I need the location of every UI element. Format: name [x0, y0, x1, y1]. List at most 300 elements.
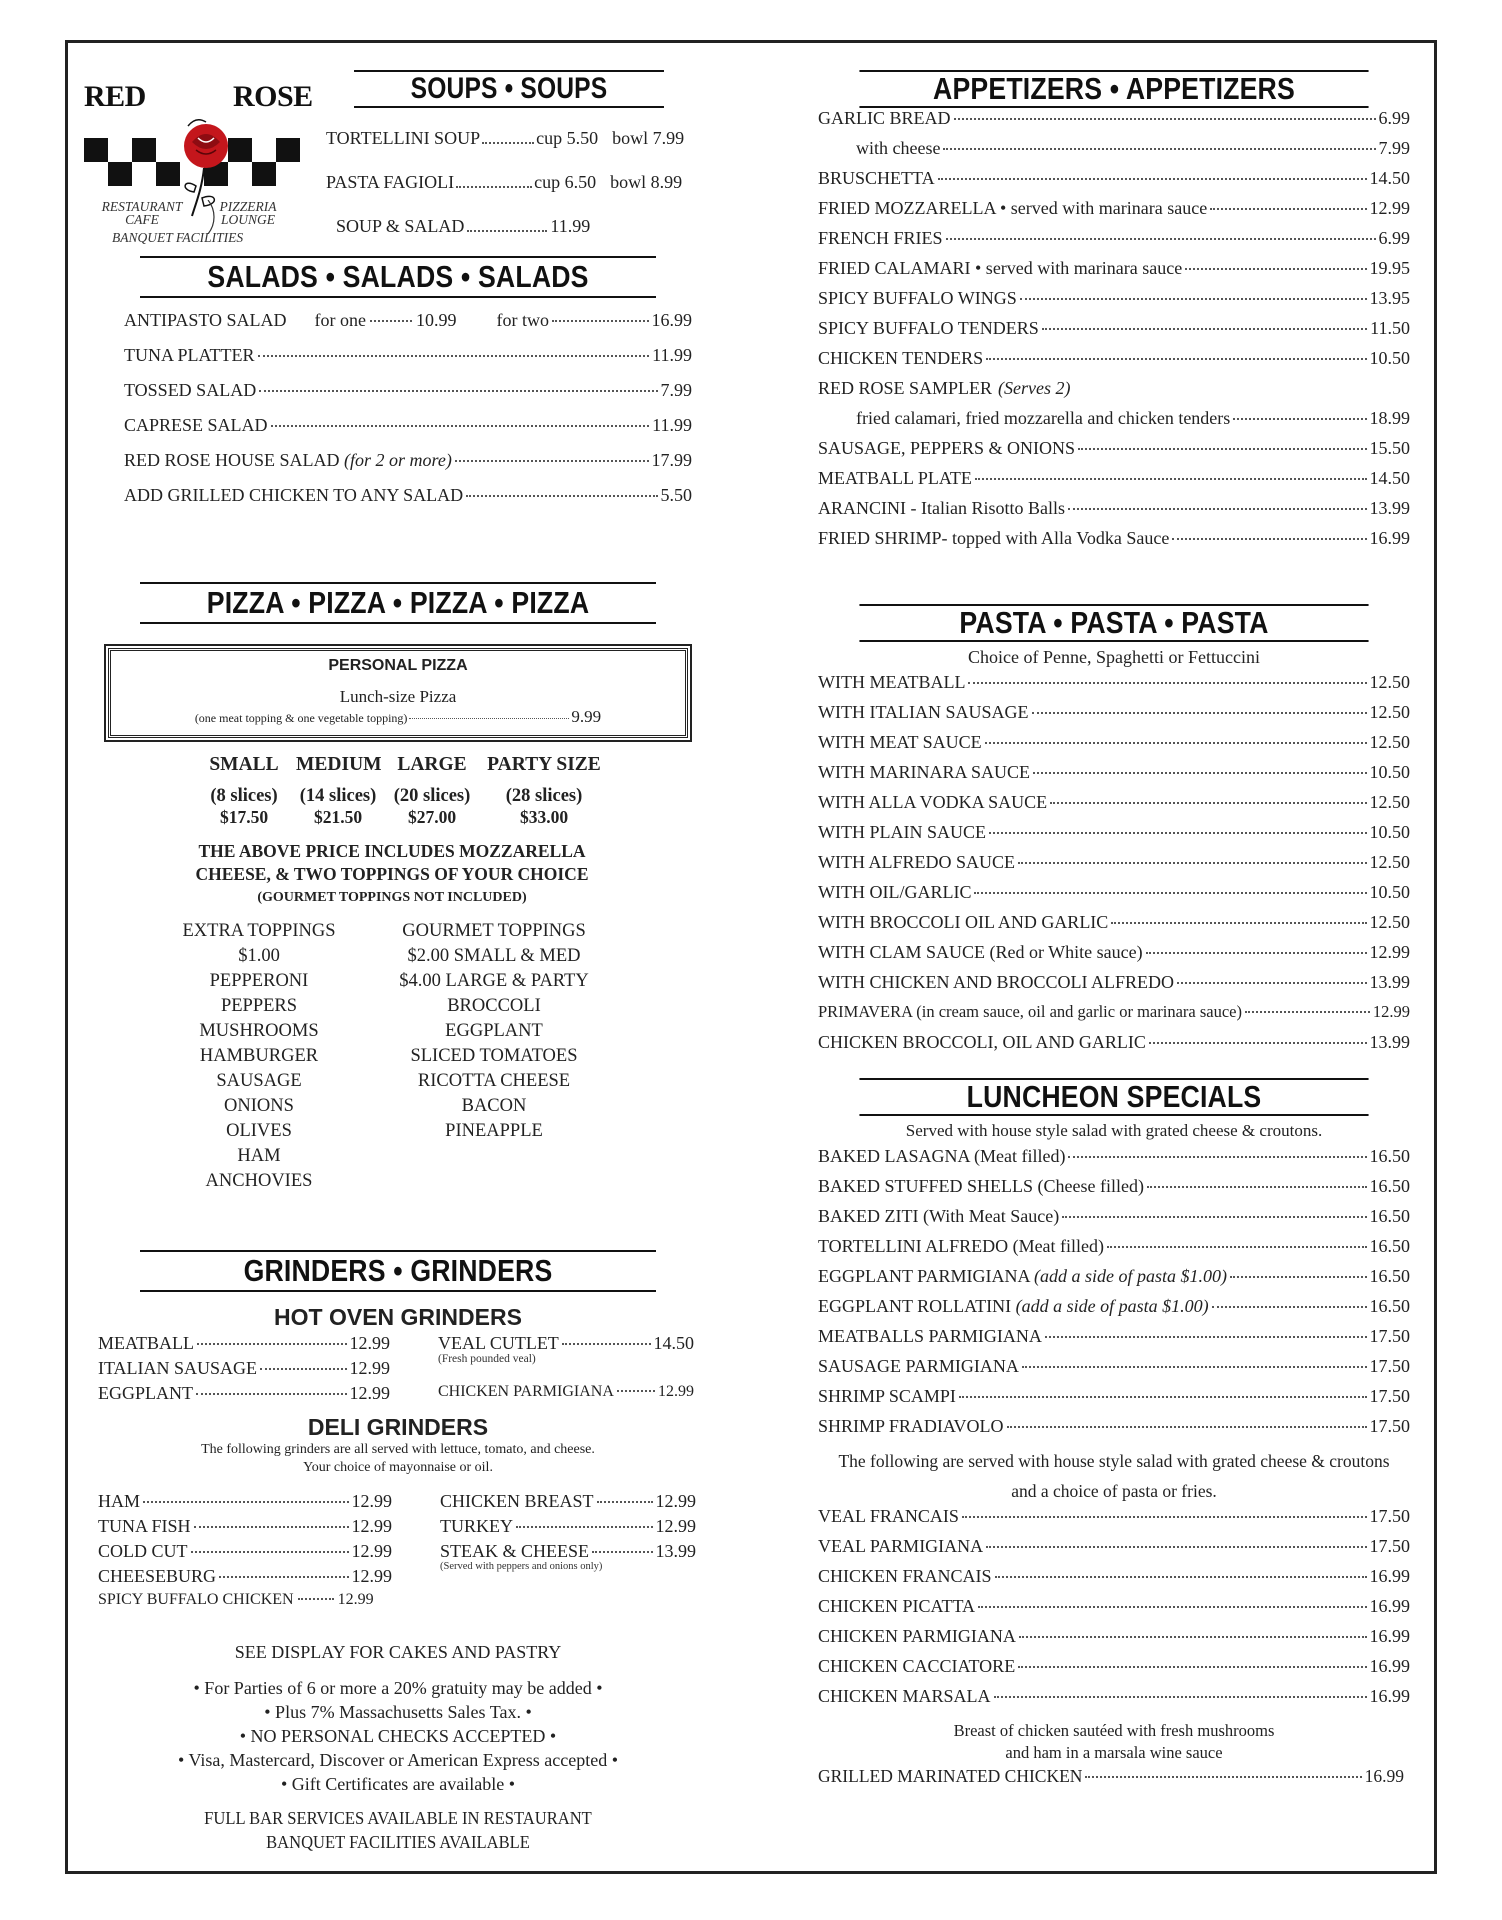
soup-name: PASTA FAGIOLI	[326, 171, 455, 192]
policy-line: • For Parties of 6 or more a 20% gratuity may be added •	[193, 1678, 603, 1698]
gourmet-topping: BACON	[461, 1096, 527, 1116]
luncheon-dots	[978, 1606, 1366, 1608]
soup-cup-price: cup 6.50	[534, 171, 597, 192]
luncheon-name-text: EGGPLANT PARMIGIANA	[818, 1266, 1030, 1286]
grinder-price: 12.99	[655, 1516, 696, 1536]
hot-grinders-list	[98, 1333, 698, 1408]
luncheon-name: BAKED ZITI (With Meat Sauce)	[818, 1206, 1060, 1226]
appetizer-name: BRUSCHETTA	[818, 168, 935, 188]
cakes-display-note: SEE DISPLAY FOR CAKES AND PASTRY	[234, 1642, 562, 1662]
luncheon-dots	[994, 1696, 1367, 1698]
luncheon-name: MEATBALLS PARMIGIANA	[818, 1326, 1042, 1346]
tagline-lounge: LOUNGE	[220, 212, 275, 227]
pasta-dots	[985, 742, 1367, 744]
luncheon-name: BAKED STUFFED SHELLS (Cheese filled)	[818, 1176, 1144, 1196]
luncheon-name: VEAL PARMIGIANA	[818, 1536, 984, 1556]
salad-name	[124, 450, 452, 471]
soup-salad-row	[326, 204, 698, 248]
policy-line: • NO PERSONAL CHECKS ACCEPTED •	[239, 1726, 557, 1746]
luncheon-row	[818, 1386, 1410, 1416]
luncheon-price: 16.99	[1369, 1656, 1410, 1676]
grinder-price: 12.99	[337, 1591, 374, 1608]
appetizers-section	[818, 70, 1410, 558]
pasta-price: 13.99	[1369, 1032, 1410, 1052]
grinders-heading: GRINDERS • GRINDERS	[140, 1250, 656, 1292]
luncheon-price: 17.50	[1369, 1506, 1410, 1526]
appetizer-dots	[946, 238, 1376, 240]
gourmet-topping: $4.00 LARGE & PARTY	[399, 971, 589, 991]
grinder-dots	[597, 1501, 653, 1503]
soup-bowl-price: bowl 8.99	[610, 171, 683, 192]
luncheon-dots	[1085, 1776, 1361, 1778]
salad-price: 5.50	[660, 485, 692, 505]
personal-pizza-price: 9.99	[571, 707, 602, 726]
grinder-name: COLD CUT	[98, 1541, 188, 1561]
antipasto-name: ANTIPASTO SALAD	[124, 310, 287, 330]
grinder-price: 12.99	[655, 1491, 696, 1511]
marsala-note	[818, 1720, 1410, 1764]
appetizer-name: FRIED CALAMARI • served with marinara sauce	[818, 258, 1183, 278]
appetizer-dots	[938, 178, 1367, 180]
salad-dots	[271, 425, 650, 427]
antipasto-row	[124, 310, 692, 345]
grinder-price: 14.50	[653, 1333, 694, 1353]
salad-dots	[259, 390, 657, 392]
extra-topping: HAM	[237, 1146, 281, 1166]
soups-heading: SOUPS • SOUPS	[354, 70, 664, 108]
soup-row	[326, 116, 698, 160]
salad-name-text: RED ROSE HOUSE SALAD	[124, 450, 340, 470]
policy-line: • Gift Certificates are available •	[281, 1774, 515, 1794]
antipasto-dots	[552, 320, 648, 322]
appetizer-dots	[975, 478, 1367, 480]
pasta-row	[818, 1002, 1410, 1032]
appetizer-dots	[1233, 418, 1366, 420]
pasta-dots	[989, 832, 1367, 834]
size-slices: (20 slices)	[393, 786, 471, 806]
luncheon-heading: LUNCHEON SPECIALS	[859, 1078, 1368, 1116]
pasta-price: 12.99	[1369, 942, 1410, 962]
appetizer-dots	[986, 358, 1366, 360]
luncheon-name: SAUSAGE PARMIGIANA	[818, 1356, 1019, 1376]
size-label: SMALL	[209, 754, 279, 775]
deli-grinders-left	[98, 1491, 392, 1616]
gourmet-topping: RICOTTA CHEESE	[417, 1071, 571, 1091]
luncheon-price: 16.50	[1369, 1296, 1410, 1316]
pasta-dots	[974, 892, 1366, 894]
toppings-lists	[70, 919, 698, 1194]
luncheon-dots	[1019, 1636, 1367, 1638]
grinder-name: CHICKEN PARMIGIANA	[438, 1383, 614, 1400]
grinder-dots	[197, 1343, 347, 1345]
luncheon-price: 16.99	[1369, 1686, 1410, 1706]
luncheon-price: 16.99	[1369, 1626, 1410, 1646]
grinder-dots	[260, 1368, 346, 1370]
antipasto-one-label: for one	[314, 310, 367, 330]
antipasto-two-label: for two	[496, 310, 550, 330]
grinder-name: SPICY BUFFALO CHICKEN	[98, 1591, 294, 1608]
appetizer-row	[818, 468, 1410, 498]
extra-topping: ONIONS	[224, 1096, 294, 1116]
pasta-price: 12.50	[1369, 912, 1410, 932]
luncheon-price: 17.50	[1369, 1356, 1410, 1376]
appetizer-dots	[1020, 298, 1367, 300]
gourmet-topping: EGGPLANT	[445, 1021, 543, 1041]
pasta-name: WITH MARINARA SAUCE	[818, 762, 1031, 782]
sampler-detail: fried calamari, fried mozzarella and chicken tenders	[856, 408, 1231, 428]
deli-grinders-list	[98, 1491, 698, 1616]
luncheon-price: 17.50	[1369, 1386, 1410, 1406]
luncheon-row	[818, 1596, 1410, 1626]
pasta-price: 12.50	[1369, 852, 1410, 872]
tagline-banquet: BANQUET FACILITIES	[112, 230, 244, 245]
extra-topping: PEPPERONI	[209, 971, 309, 991]
luncheon-name: GRILLED MARINATED CHICKEN	[818, 1766, 1083, 1786]
soups-list	[320, 116, 698, 248]
grinders-section	[98, 1250, 698, 1616]
personal-pizza-dots	[409, 718, 569, 719]
includes-line2: CHEESE, & TWO TOPPINGS OF YOUR CHOICE	[195, 864, 589, 884]
appetizer-price: 15.50	[1369, 438, 1410, 458]
appetizer-name: SPICY BUFFALO WINGS	[818, 288, 1017, 308]
appetizer-row	[818, 348, 1410, 378]
extra-topping: PEPPERS	[220, 996, 298, 1016]
tagline-cafe: CAFE	[125, 212, 159, 227]
grinder-row	[440, 1491, 696, 1516]
luncheon-price: 16.50	[1369, 1206, 1410, 1226]
extra-topping: $1.00	[238, 946, 280, 966]
appetizer-dots	[954, 118, 1376, 120]
luncheon-name: CHICKEN PARMIGIANA	[818, 1626, 1016, 1646]
appetizer-name: with cheese	[856, 138, 941, 158]
pasta-dots	[1018, 862, 1367, 864]
appetizer-row	[818, 528, 1410, 558]
pasta-name: WITH OIL/GARLIC	[818, 882, 972, 902]
salad-note: (for 2 or more)	[344, 450, 452, 470]
luncheon-list	[818, 1146, 1410, 1446]
appetizer-row	[818, 198, 1410, 228]
appetizer-dots	[1078, 448, 1366, 450]
gourmet-topping: SLICED TOMATOES	[410, 1046, 578, 1066]
luncheon-price: 16.50	[1369, 1176, 1410, 1196]
salad-row	[124, 415, 692, 450]
appetizer-name: FRIED SHRIMP- topped with Alla Vodka Sauce	[818, 528, 1170, 548]
appetizer-price: 19.95	[1369, 258, 1410, 278]
size-label: MEDIUM	[296, 754, 382, 775]
grinder-name: STEAK & CHEESE	[440, 1541, 590, 1561]
luncheon-dots	[1147, 1186, 1367, 1188]
grinder-row	[98, 1358, 390, 1383]
luncheon-row	[818, 1146, 1410, 1176]
luncheon-dots	[959, 1396, 1367, 1398]
grinder-row	[438, 1333, 694, 1353]
sampler-name: RED ROSE SAMPLER	[818, 378, 993, 398]
pasta-section	[818, 604, 1410, 1062]
luncheon-row	[818, 1176, 1410, 1206]
luncheon-price: 16.50	[1369, 1266, 1410, 1286]
luncheon-row	[818, 1656, 1410, 1686]
pasta-price: 12.50	[1369, 702, 1410, 722]
soup-dots	[467, 230, 547, 232]
personal-pizza-title: PERSONAL PIZZA	[328, 657, 468, 674]
grinder-row	[98, 1516, 392, 1541]
pasta-row	[818, 792, 1410, 822]
luncheon-name: TORTELLINI ALFREDO (Meat filled)	[818, 1236, 1105, 1256]
luncheon-name: SHRIMP FRADIAVOLO	[818, 1416, 1004, 1436]
pasta-name: WITH CHICKEN AND BROCCOLI ALFREDO	[818, 972, 1175, 992]
hot-grinders-right	[438, 1333, 694, 1408]
pasta-dots	[1032, 712, 1367, 714]
pasta-name: WITH ALLA VODKA SAUCE	[818, 792, 1048, 812]
salad-dots	[258, 355, 650, 357]
personal-pizza-detail: (one meat topping & one vegetable topping)	[194, 711, 408, 725]
banquet-note: BANQUET FACILITIES AVAILABLE	[266, 1832, 530, 1852]
grinder-row	[440, 1541, 696, 1561]
appetizer-row	[818, 168, 1410, 198]
hot-grinders-left	[98, 1333, 390, 1408]
size-slices: (8 slices)	[210, 786, 278, 806]
grinder-dots	[143, 1501, 348, 1503]
grinder-name: HAM	[98, 1491, 141, 1511]
personal-pizza-box	[108, 648, 688, 738]
grinder-name: ITALIAN SAUSAGE	[98, 1358, 258, 1378]
appetizer-price: 11.50	[1370, 318, 1410, 338]
footer-section	[98, 1640, 698, 1854]
pasta-name: WITH PLAIN SAUCE	[818, 822, 986, 842]
personal-pizza-detail-row	[123, 707, 673, 727]
pasta-dots	[1177, 982, 1366, 984]
pasta-name: WITH MEATBALL	[818, 672, 966, 692]
grinder-dots	[562, 1343, 651, 1345]
appetizer-price: 14.50	[1369, 168, 1410, 188]
gourmet-topping: $2.00 SMALL & MED	[407, 946, 581, 966]
pasta-dots	[1033, 772, 1366, 774]
luncheon-row	[818, 1356, 1410, 1386]
appetizer-name: MEATBALL PLATE	[818, 468, 972, 488]
appetizer-name: GARLIC BREAD	[818, 108, 951, 128]
pasta-dots	[1111, 922, 1366, 924]
pasta-dots	[1245, 1011, 1370, 1013]
size-price: $33.00	[519, 807, 569, 827]
appetizer-price: 12.99	[1369, 198, 1410, 218]
soup-dots	[456, 186, 532, 188]
pasta-price: 10.50	[1369, 882, 1410, 902]
pasta-dots	[1149, 1042, 1367, 1044]
grinder-price: 12.99	[349, 1333, 390, 1353]
luncheon-dots	[962, 1516, 1367, 1518]
luncheon-row	[818, 1326, 1410, 1356]
appetizer-row	[818, 288, 1410, 318]
luncheon-dots	[1045, 1336, 1367, 1338]
pasta-row	[818, 762, 1410, 792]
extra-topping: SAUSAGE	[216, 1071, 302, 1091]
size-label: LARGE	[397, 754, 467, 775]
luncheon-dots	[1022, 1366, 1367, 1368]
pasta-price: 13.99	[1369, 972, 1410, 992]
appetizer-name: CHICKEN TENDERS	[818, 348, 984, 368]
soup-salad-price: 11.99	[550, 215, 591, 236]
salad-dots	[455, 460, 649, 462]
luncheon-row	[818, 1266, 1410, 1296]
luncheon-entree-list	[818, 1506, 1410, 1716]
sampler-price: 18.99	[1369, 408, 1410, 428]
antipasto-dots	[370, 320, 412, 322]
grinder-name: MEATBALL	[98, 1333, 194, 1353]
entree-note-line2: and a choice of pasta or fries.	[1011, 1481, 1217, 1501]
logo-word-rose: ROSE	[233, 80, 313, 113]
antipasto-two-price: 16.99	[651, 310, 692, 330]
grinder-row	[440, 1516, 696, 1541]
appetizer-price: 10.50	[1369, 348, 1410, 368]
grinder-price: 12.99	[351, 1491, 392, 1511]
pizza-sizes-grid	[98, 754, 698, 828]
grinder-name: CHICKEN BREAST	[440, 1491, 594, 1511]
pasta-row	[818, 912, 1410, 942]
gourmet-topping: PINEAPPLE	[445, 1121, 543, 1141]
luncheon-note: (add a side of pasta $1.00)	[1034, 1266, 1228, 1286]
luncheon-name: SHRIMP SCAMPI	[818, 1386, 956, 1406]
soups-section	[320, 70, 698, 248]
hot-grinders-heading: HOT OVEN GRINDERS	[274, 1304, 522, 1330]
luncheon-name-text: EGGPLANT ROLLATINI	[818, 1296, 1012, 1316]
salad-name: TUNA PLATTER	[124, 345, 255, 365]
deli-note	[98, 1441, 698, 1477]
pasta-dots	[968, 682, 1366, 684]
luncheon-note: (add a side of pasta $1.00)	[1015, 1296, 1209, 1316]
grinder-row	[438, 1383, 694, 1408]
appetizer-price: 6.99	[1378, 108, 1410, 128]
luncheon-section	[818, 1078, 1410, 1798]
pasta-name: WITH ALFREDO SAUCE	[818, 852, 1015, 872]
appetizer-price: 6.99	[1378, 228, 1410, 248]
appetizer-price: 13.99	[1369, 498, 1410, 518]
size-price: $21.50	[313, 807, 363, 827]
soup-row	[326, 160, 698, 204]
pasta-name: CHICKEN BROCCOLI, OIL AND GARLIC	[818, 1032, 1146, 1052]
grinder-row	[98, 1541, 392, 1566]
sampler-title-row	[818, 378, 1410, 408]
appetizer-name: FRIED MOZZARELLA • served with marinara sauce	[818, 198, 1208, 218]
luncheon-price: 16.99	[1369, 1566, 1410, 1586]
gourmet-topping: BROCCOLI	[447, 996, 541, 1016]
pasta-name: WITH CLAM SAUCE (Red or White sauce)	[818, 942, 1143, 962]
extra-topping: OLIVES	[226, 1121, 292, 1141]
deli-note-line2: Your choice of mayonnaise or oil.	[303, 1460, 493, 1475]
pasta-row	[818, 1032, 1410, 1062]
pasta-row	[818, 672, 1410, 702]
grinder-name: EGGPLANT	[98, 1383, 193, 1403]
pasta-heading: PASTA • PASTA • PASTA	[859, 604, 1368, 642]
salads-heading: SALADS • SALADS • SALADS	[140, 256, 656, 298]
grinder-row	[98, 1566, 392, 1591]
appetizer-dots	[1068, 508, 1367, 510]
entree-note-line1: The following are served with house style salad with grated cheese & croutons	[838, 1451, 1390, 1471]
luncheon-dots	[1068, 1156, 1366, 1158]
salad-row	[124, 450, 692, 485]
luncheon-price: 17.50	[1369, 1536, 1410, 1556]
soup-cup-price: cup 5.50	[536, 127, 599, 148]
appetizer-name: SAUSAGE, PEPPERS & ONIONS	[818, 438, 1076, 458]
personal-pizza-subtitle: Lunch-size Pizza	[339, 687, 457, 706]
appetizer-price: 7.99	[1378, 138, 1410, 158]
luncheon-subtitle: Served with house style salad with grated cheese & croutons.	[905, 1121, 1323, 1140]
salad-price: 17.99	[651, 450, 692, 470]
size-price: $27.00	[407, 807, 457, 827]
sampler-note: (Serves 2)	[998, 378, 1071, 398]
luncheon-entree-note	[818, 1446, 1410, 1506]
appetizer-row	[818, 228, 1410, 258]
pasta-price: 10.50	[1369, 762, 1410, 782]
luncheon-row	[818, 1686, 1410, 1716]
logo-word-red: RED	[84, 80, 146, 113]
luncheon-name: CHICKEN PICATTA	[818, 1596, 976, 1616]
grinder-price: 12.99	[349, 1383, 390, 1403]
extra-toppings-list	[149, 919, 369, 1194]
luncheon-row	[818, 1296, 1410, 1326]
luncheon-dots	[1107, 1246, 1366, 1248]
grinder-dots	[194, 1526, 349, 1528]
grinder-dots	[191, 1551, 349, 1553]
pizza-heading: PIZZA • PIZZA • PIZZA • PIZZA	[140, 582, 656, 624]
salad-row	[124, 345, 692, 380]
pasta-row	[818, 852, 1410, 882]
appetizer-row	[818, 258, 1410, 288]
luncheon-dots	[1062, 1216, 1366, 1218]
luncheon-row	[818, 1566, 1410, 1596]
extra-topping: EXTRA TOPPINGS	[182, 921, 336, 941]
salad-row	[124, 485, 692, 520]
steak-note: (Served with peppers and onions only)	[440, 1561, 603, 1572]
luncheon-price: 16.99	[1364, 1766, 1404, 1786]
pasta-row	[818, 972, 1410, 1002]
appetizer-row	[818, 318, 1410, 348]
grinder-name: TURKEY	[440, 1516, 513, 1536]
tagline-pizzeria: PIZZERIA	[219, 199, 277, 214]
luncheon-row	[818, 1536, 1410, 1566]
appetizer-row	[818, 108, 1410, 138]
policy-line: • Visa, Mastercard, Discover or American Express accepted •	[177, 1750, 619, 1770]
pizza-includes	[86, 840, 698, 909]
appetizer-row	[818, 438, 1410, 468]
grinder-price: 12.99	[351, 1516, 392, 1536]
luncheon-row	[818, 1766, 1410, 1798]
salads-section	[98, 256, 698, 520]
marsala-note-line2: and ham in a marsala wine sauce	[1005, 1743, 1223, 1762]
salad-dots	[466, 495, 657, 497]
luncheon-name: BAKED LASAGNA (Meat filled)	[818, 1146, 1066, 1166]
appetizer-dots	[1185, 268, 1366, 270]
right-column	[818, 70, 1410, 1786]
luncheon-row	[818, 1206, 1410, 1236]
includes-note: (GOURMET TOPPINGS NOT INCLUDED)	[257, 890, 527, 905]
pasta-list	[818, 672, 1410, 1062]
extra-topping: HAMBURGER	[199, 1046, 319, 1066]
grinder-dots	[196, 1393, 347, 1395]
pasta-price: 12.50	[1369, 672, 1410, 692]
luncheon-price: 16.99	[1369, 1596, 1410, 1616]
appetizer-name: ARANCINI - Italian Risotto Balls	[818, 498, 1065, 518]
veal-note: (Fresh pounded veal)	[438, 1353, 536, 1365]
pasta-name: WITH BROCCOLI OIL AND GARLIC	[818, 912, 1109, 932]
appetizer-row	[818, 498, 1410, 528]
gourmet-topping: GOURMET TOPPINGS	[402, 921, 586, 941]
luncheon-dots	[1007, 1426, 1367, 1428]
pasta-row	[818, 882, 1410, 912]
logo-tagline-right	[208, 199, 288, 227]
appetizer-row	[818, 138, 1410, 168]
salad-price: 7.99	[660, 380, 692, 400]
pasta-name: WITH ITALIAN SAUSAGE	[818, 702, 1029, 722]
